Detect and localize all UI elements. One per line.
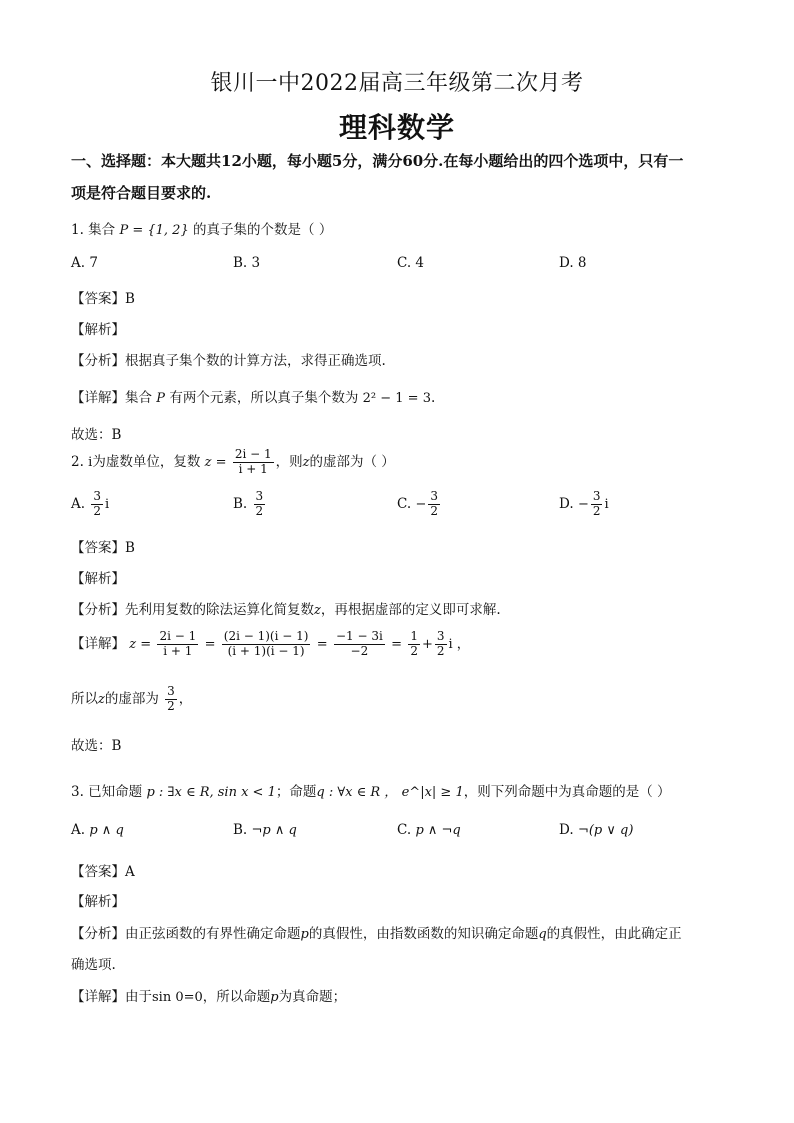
q3-option-b-label: B. xyxy=(233,822,248,838)
q2-option-c-sign: − xyxy=(415,496,427,512)
q2-frac-den: i + 1 xyxy=(233,462,274,477)
q1-jiexi: 【解析】 xyxy=(71,322,125,338)
q2-conclusion-mid: 的虚部为 xyxy=(104,690,159,707)
q3-option-d-label: D. xyxy=(559,822,574,838)
q2-detail xyxy=(71,630,470,659)
q2-detail-eq3: = xyxy=(391,636,403,652)
q2-option-c-den: 2 xyxy=(430,503,438,518)
q2-detail-frac5 xyxy=(435,630,447,659)
q2-conclusion-pre: 所以 xyxy=(71,690,98,707)
q2-detail-frac5-num: 3 xyxy=(436,629,445,643)
q2-option-d-frac xyxy=(591,490,603,519)
q2-detail-z: z = xyxy=(129,636,152,652)
q2-detail-eq2: = xyxy=(316,636,328,652)
q3-option-b-math: ¬p ∧ q xyxy=(251,823,297,838)
q1-detail-mid: 有两个元素，所以真子集个数为 xyxy=(169,390,359,406)
q2-analysis xyxy=(71,598,501,618)
q1-detail-var: P xyxy=(156,391,166,406)
q2-detail-frac1 xyxy=(157,630,198,659)
q3-detail-1: 【详解】由于 xyxy=(71,989,152,1005)
q2-option-d-label: D. xyxy=(559,495,574,512)
q2-i: i xyxy=(88,454,93,470)
q1-prefix: 1. 集合 xyxy=(71,222,116,238)
q3-analysis-2: 的真假性，由指数函数的知识确定命题 xyxy=(308,926,539,942)
q3-option-a xyxy=(71,822,124,838)
q1-detail-math: 2² − 1 = 3 xyxy=(362,391,431,406)
q2-detail-plus: + xyxy=(421,636,433,652)
q2-conclusion-var: z xyxy=(98,691,105,707)
q2-jiexi: 【解析】 xyxy=(71,571,125,587)
q2-detail-frac4-den: 2 xyxy=(410,643,418,658)
exam-title: 银川一中2022届高三年级第二次月考 xyxy=(210,71,584,96)
q3-prefix: 3. 已知命题 xyxy=(71,784,143,800)
q3-suffix: ，则下列命题中为真命题的是（ ） xyxy=(463,784,671,800)
question-1 xyxy=(71,218,332,238)
q3-detail-2: ，所以命题 xyxy=(202,989,271,1005)
q2-detail-tail: i ， xyxy=(448,636,470,652)
q1-option-a: A. 7 xyxy=(71,255,98,271)
q1-analysis: 【分析】根据真子集个数的计算方法，求得正确选项. xyxy=(71,353,386,369)
q2-detail-frac5-den: 2 xyxy=(436,643,445,658)
q2-option-d xyxy=(559,490,609,519)
q2-detail-frac2-den: (i + 1)(i − 1) xyxy=(222,644,311,659)
q2-detail-frac3-num: −1 − 3i xyxy=(335,629,383,643)
q2-choose: 故选：B xyxy=(71,738,122,754)
q2-conclusion-end: ， xyxy=(178,690,193,707)
q2-option-c-label: C. xyxy=(397,495,412,512)
q3-option-b xyxy=(233,822,297,838)
q3-jiexi: 【解析】 xyxy=(71,894,125,910)
q2-prefix: 2. xyxy=(71,453,89,470)
q2-option-b-frac xyxy=(254,490,266,519)
q1-set-expression: P = {1, 2} xyxy=(119,223,189,238)
q2-option-b-den: 2 xyxy=(255,503,264,518)
q3-analysis-q: q xyxy=(538,927,547,942)
q2-mid: 为虚数单位，复数 xyxy=(92,453,201,470)
q3-analysis-line1 xyxy=(71,922,682,942)
q2-z: z xyxy=(302,454,310,470)
question-2 xyxy=(71,448,395,477)
q2-conclusion xyxy=(71,685,192,714)
q1-option-c: C. 4 xyxy=(397,255,425,271)
q2-detail-frac2-num: (2i − 1)(i − 1) xyxy=(223,629,309,643)
q2-option-a xyxy=(71,490,109,519)
q2-option-d-suffix: i xyxy=(604,496,609,512)
q2-detail-frac4 xyxy=(408,630,420,659)
q2-z-eq: z = xyxy=(204,454,227,470)
q2-analysis-post: ，再根据虚部的定义即可求解. xyxy=(320,602,501,618)
q2-post1: ，则 xyxy=(275,453,303,470)
q2-frac-num: 2i − 1 xyxy=(234,447,272,461)
q2-option-b xyxy=(233,490,267,519)
q3-detail xyxy=(71,985,346,1005)
q2-option-a-num: 3 xyxy=(93,489,101,503)
q1-detail-pre: 【详解】集合 xyxy=(71,390,152,406)
q3-option-a-label: A. xyxy=(71,822,86,838)
q2-detail-frac1-den: i + 1 xyxy=(157,644,198,659)
q2-analysis-pre: 【分析】先利用复数的除法运算化简复数 xyxy=(71,602,314,618)
q2-analysis-var: z xyxy=(314,603,321,618)
q3-exp-expression: e^|x| ≥ 1 xyxy=(401,785,464,800)
q2-option-b-num: 3 xyxy=(255,489,264,503)
q3-option-d xyxy=(559,822,633,838)
q2-conclusion-num: 3 xyxy=(167,684,175,698)
q1-answer: 【答案】B xyxy=(71,291,135,307)
q3-detail-math: sin 0=0 xyxy=(152,990,203,1005)
q2-option-c xyxy=(397,490,442,519)
q2-detail-eq1: = xyxy=(204,636,216,652)
q3-analysis-1: 【分析】由正弦函数的有界性确定命题 xyxy=(71,926,301,942)
q1-option-d: D. 8 xyxy=(559,255,587,271)
q3-option-c-math: p ∧ ¬q xyxy=(415,823,461,838)
q3-proposition-q: q : ∀x ∈ R ， xyxy=(316,785,398,800)
q2-option-a-den: 2 xyxy=(93,503,101,518)
question-3 xyxy=(71,780,671,800)
q2-option-c-frac xyxy=(428,490,440,519)
q1-choose: 故选：B xyxy=(71,427,122,443)
q3-analysis-3: 的真假性，由此确定正 xyxy=(546,926,682,942)
q3-option-a-math: p ∧ q xyxy=(89,823,124,838)
q3-option-d-math: ¬(p ∨ q) xyxy=(577,823,634,838)
q2-option-b-label: B. xyxy=(233,495,248,512)
q2-conclusion-den: 2 xyxy=(167,698,175,713)
q2-conclusion-frac xyxy=(165,685,177,714)
q1-detail-end: . xyxy=(430,390,436,406)
q3-option-c-label: C. xyxy=(397,822,412,838)
q2-detail-label: 【详解】 xyxy=(71,635,125,652)
section-heading-line1: 一、选择题：本大题共12小题，每小题5分，满分60分.在每小题给出的四个选项中，只有一 xyxy=(71,152,684,170)
q2-detail-frac3 xyxy=(334,630,385,659)
q2-detail-frac3-den: −2 xyxy=(334,644,385,659)
q1-suffix: 的真子集的个数是（ ） xyxy=(193,222,333,238)
q2-option-a-label: A. xyxy=(71,495,86,512)
q2-detail-frac4-num: 1 xyxy=(410,629,418,643)
q2-option-d-den: 2 xyxy=(592,503,601,518)
q3-analysis-line2: 确选项. xyxy=(71,957,116,973)
q2-post2: 的虚部为（ ） xyxy=(309,453,395,470)
q2-detail-frac1-num: 2i − 1 xyxy=(159,629,197,643)
q3-mid: ；命题 xyxy=(275,784,317,800)
q2-fraction xyxy=(233,448,274,477)
q2-option-d-sign: − xyxy=(577,496,589,512)
section-heading-line2: 项是符合题目要求的. xyxy=(71,184,212,202)
q3-analysis-p: p xyxy=(300,927,309,942)
q1-option-b: B. 3 xyxy=(233,255,261,271)
q3-answer: 【答案】A xyxy=(71,864,135,880)
q2-answer: 【答案】B xyxy=(71,540,135,556)
q3-proposition-p: p : ∃x ∈ R, sin x < 1 xyxy=(146,785,276,800)
q2-option-a-suffix: i xyxy=(104,496,110,512)
q2-option-d-num: 3 xyxy=(592,489,601,503)
q3-detail-3: 为真命题； xyxy=(278,989,347,1005)
q2-detail-frac2 xyxy=(222,630,311,659)
q2-option-a-frac xyxy=(91,490,103,519)
exam-subject: 理科数学 xyxy=(338,111,455,144)
q2-option-c-num: 3 xyxy=(430,489,438,503)
q3-detail-p: p xyxy=(270,990,279,1005)
q3-option-c xyxy=(397,822,461,838)
q1-detail xyxy=(71,386,435,406)
